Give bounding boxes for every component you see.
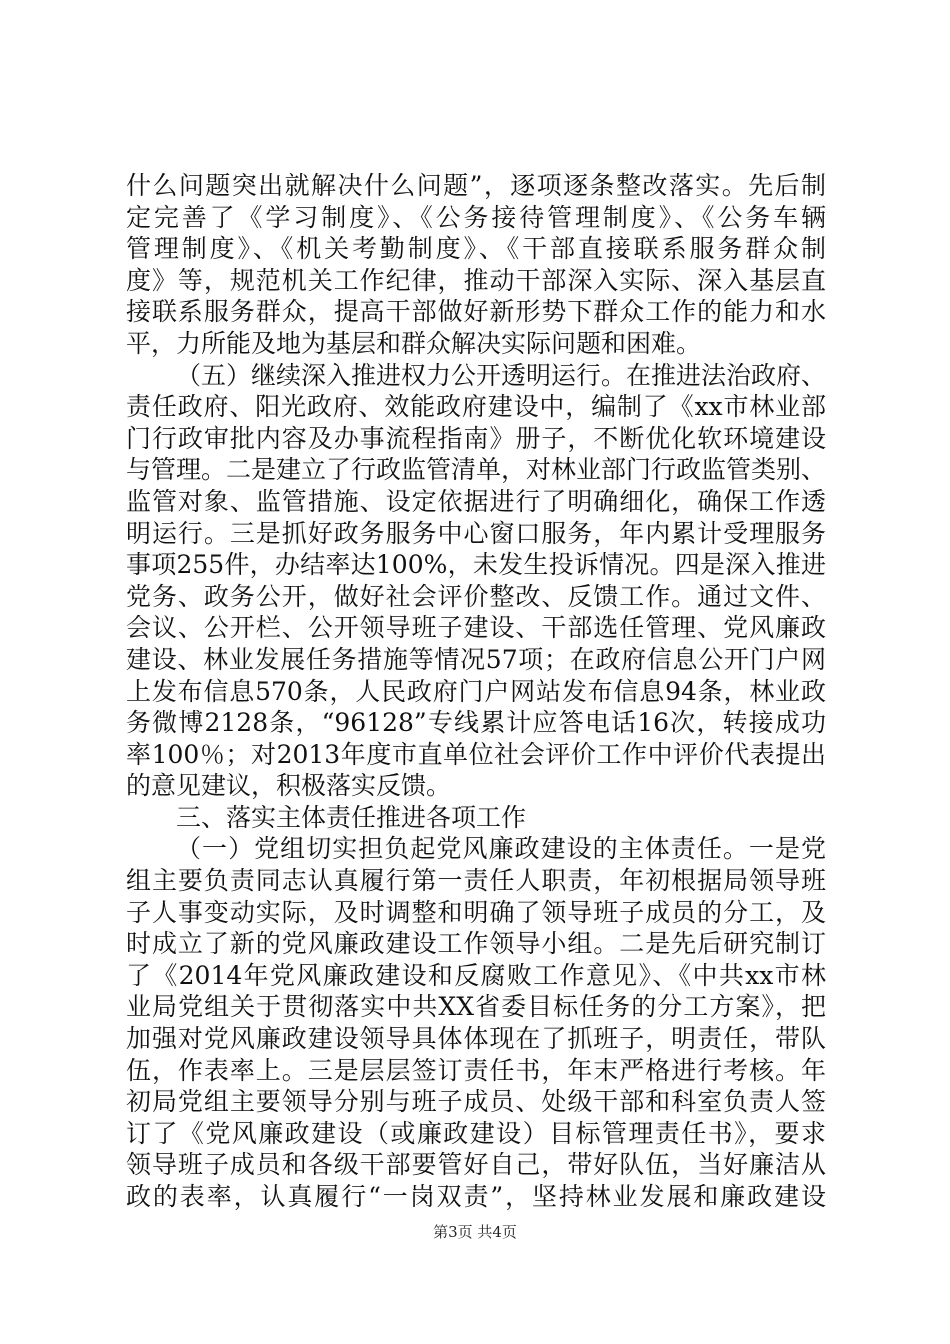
text-line: 的意见建议，积极落实反馈。 [126, 771, 452, 801]
document-body [126, 170, 826, 1213]
text-line: 领导班子成员和各级干部要管好自己，带好队伍，当好廉洁从 [126, 1150, 826, 1180]
text-line: 组主要负责同志认真履行第一责任人职责，年初根据局领导班 [126, 866, 826, 896]
text-line: 事项255件，办结率达100%，未发生投诉情况。四是深入推进 [126, 550, 826, 580]
text-line: 会议、公开栏、公开领导班子建设、干部选任管理、党风廉政 [126, 613, 826, 643]
text-line: （一）党组切实担负起党风廉政建设的主体责任。一是党 [176, 834, 826, 864]
text-line: 什么问题突出就解决什么问题”，逐项逐条整改落实。先后制 [126, 171, 826, 200]
text-line: 政的表率，认真履行“一岗双责”，坚持林业发展和廉政建设 [126, 1182, 826, 1211]
text-line: 上发布信息570条，人民政府门户网站发布信息94条，林业政 [126, 676, 826, 706]
text-line: 了《2014年党风廉政建设和反腐败工作意见》、《中共xx市林 [126, 960, 826, 990]
page-footer: 第3页 共4页 [433, 1223, 517, 1241]
text-line: 业局党组关于贯彻落实中共XX省委目标任务的分工方案》，把 [126, 992, 826, 1022]
text-line: 责任政府、阳光政府、效能政府建设中，编制了《xx市林业部 [126, 392, 826, 422]
text-line: 子人事变动实际，及时调整和明确了领导班子成员的分工，及 [126, 897, 826, 927]
text-line: 建设、林业发展任务措施等情况57项；在政府信息公开门户网 [126, 644, 826, 674]
text-line: 定完善了《学习制度》、《公务接待管理制度》、《公务车辆 [126, 202, 826, 232]
text-line: 率100％；对2013年度市直单位社会评价工作中评价代表提出 [126, 739, 826, 769]
text-line: 管理制度》、《机关考勤制度》、《干部直接联系服务群众制 [126, 234, 826, 264]
text-line: 时成立了新的党风廉政建设工作领导小组。二是先后研究制订 [126, 929, 826, 959]
text-line: 伍，作表率上。三是层层签订责任书，年末严格进行考核。年 [126, 1055, 826, 1085]
text-line: 平，力所能及地为基层和群众解决实际问题和困难。 [126, 328, 702, 358]
text-line: 明运行。三是抓好政务服务中心窗口服务，年内累计受理服务 [126, 518, 826, 548]
text-line: 订了《党风廉政建设（或廉政建设）目标管理责任书》，要求 [126, 1118, 826, 1148]
text-line: 三、落实主体责任推进各项工作 [176, 802, 527, 832]
text-line: 与管理。二是建立了行政监管清单，对林业部门行政监管类别、 [126, 455, 826, 485]
text-line: 接联系服务群众，提高干部做好新形势下群众工作的能力和水 [126, 297, 826, 327]
text-line: 务微博2128条，“96128”专线累计应答电话16次，转接成功 [126, 708, 826, 738]
text-line: 门行政审批内容及办事流程指南》册子，不断优化软环境建设 [126, 423, 826, 453]
text-line: 初局党组主要领导分别与班子成员、处级干部和科室负责人签 [126, 1087, 826, 1117]
text-line: 度》等，规范机关工作纪律，推动干部深入实际、深入基层直 [126, 265, 826, 295]
text-line: （五）继续深入推进权力公开透明运行。在推进法治政府、 [176, 360, 826, 390]
text-line: 加强对党风廉政建设领导具体体现在了抓班子，明责任，带队 [126, 1024, 826, 1054]
text-line: 监管对象、监管措施、设定依据进行了明确细化，确保工作透 [126, 486, 826, 516]
text-line: 党务、政务公开，做好社会评价整改、反馈工作。通过文件、 [126, 581, 826, 611]
